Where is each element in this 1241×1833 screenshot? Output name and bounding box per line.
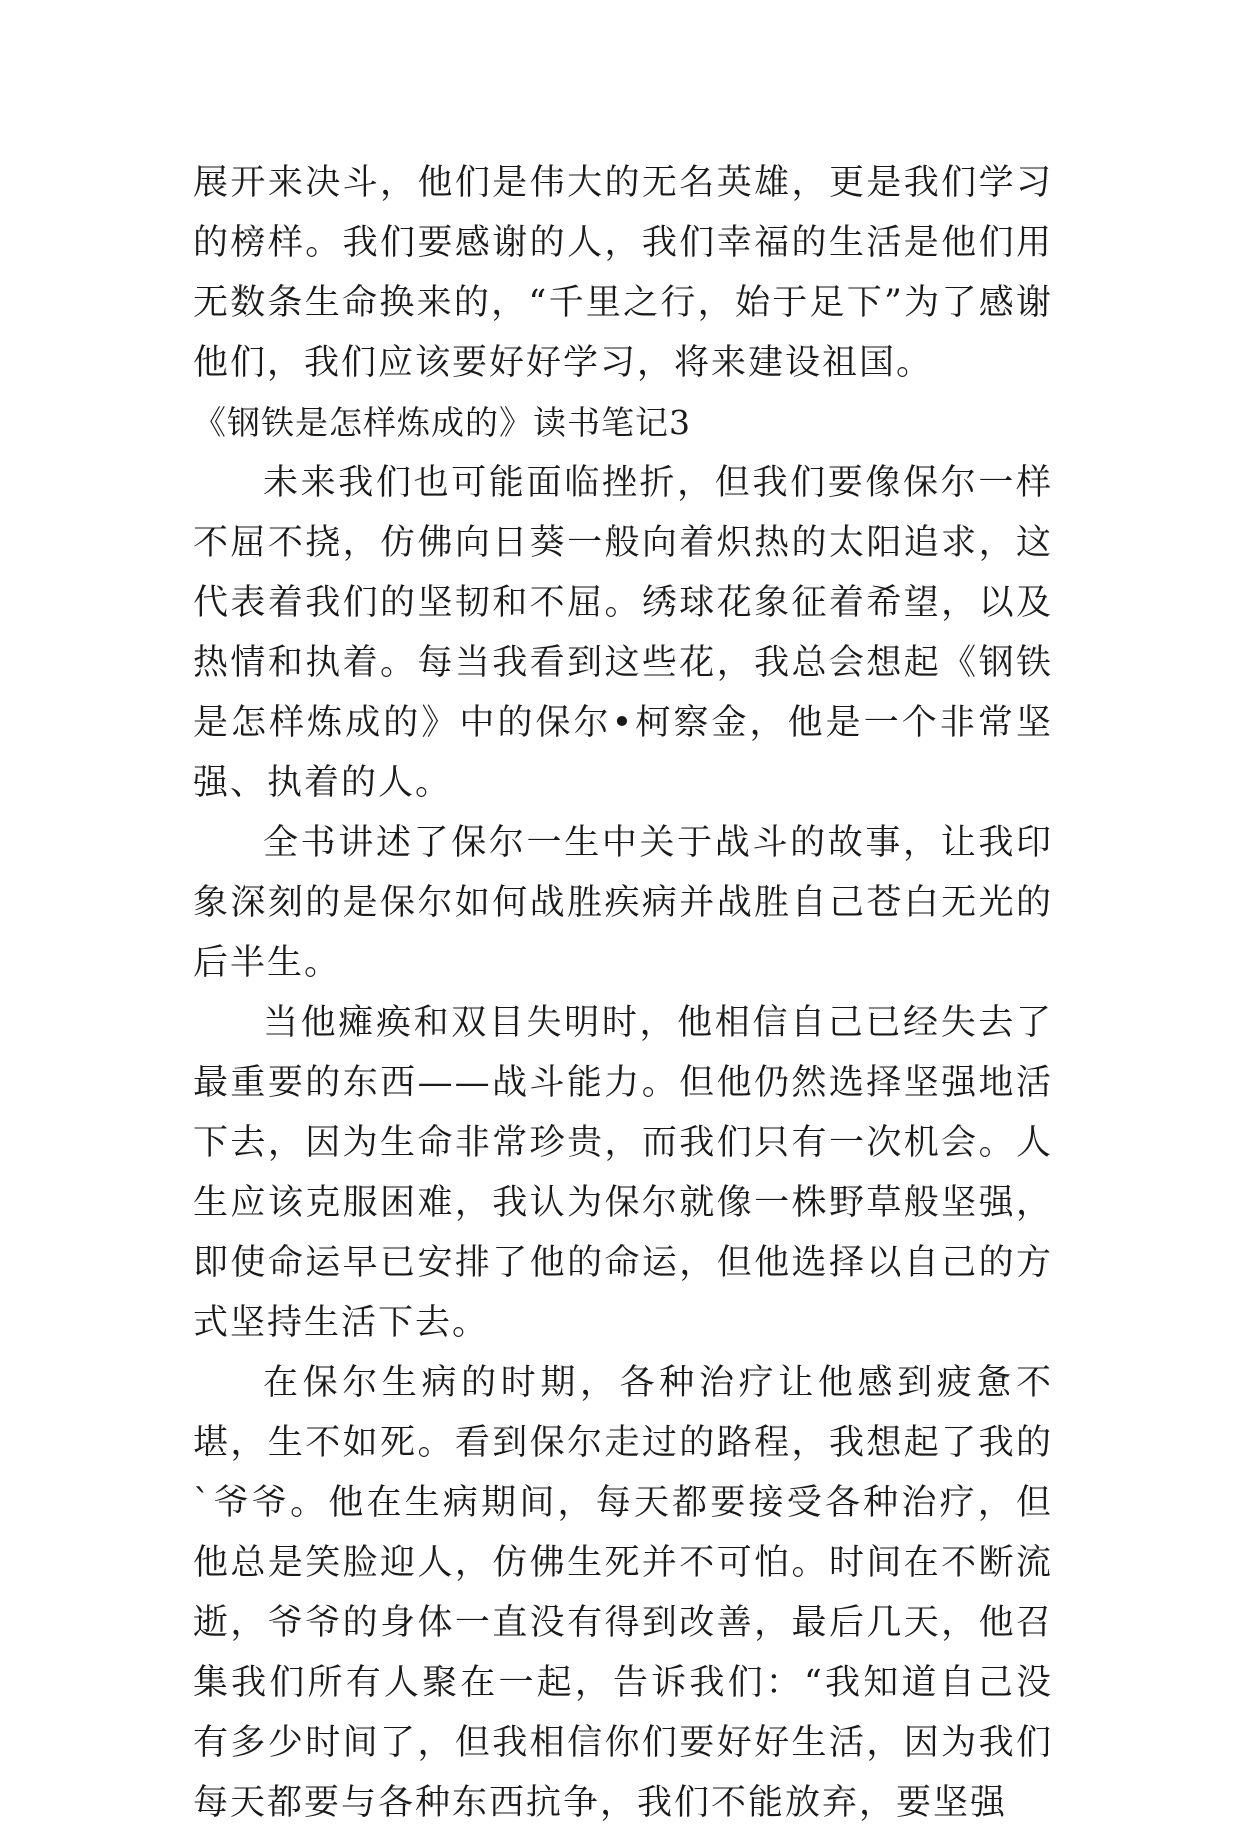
section-heading: 《钢铁是怎样炼成的》读书笔记3: [193, 403, 691, 442]
body-paragraph-3: 当他瘫痪和双目失明时，他相信自己已经失去了最重要的东西——战斗能力。但他仍然选择坚强地活下去，因为生命非常珍贵，而我们只有一次机会。人生应该克服困难，我认为保尔就像一株野草般坚强，即使命运早已安排了他的命运，但他选择以自己的方式坚持生活下去。: [193, 1003, 1053, 1343]
continuation-paragraph: 展开来决斗，他们是伟大的无名英雄，更是我们学习的榜样。我们要感谢的人，我们幸福的生活是他们用无数条生命换来的，“千里之行，始于足下”为了感谢他们，我们应该要好好学习，将来建设祖国。: [193, 163, 1053, 383]
body-paragraph-4: 在保尔生病的时期，各种治疗让他感到疲惫不堪，生不如死。看到保尔走过的路程，我想起了我的`爷爷。他在生病期间，每天都要接受各种治疗，但他总是笑脸迎人，仿佛生死并不可怕。时间在不断流逝，爷爷的身体一直没有得到改善，最后几天，他召集我们所有人聚在一起，告诉我们：“我知道自己没有多少时间了，但我相信你们要好好生活，因为我们每天都要与各种东西抗争，我们不能放弃，要坚强: [193, 1363, 1053, 1823]
body-paragraph-2: 全书讲述了保尔一生中关于战斗的故事，让我印象深刻的是保尔如何战胜疾病并战胜自己苍白无光的后半生。: [193, 823, 1053, 983]
document-page: [193, 153, 1053, 1833]
body-paragraph-1: 未来我们也可能面临挫折，但我们要像保尔一样不屈不挠，仿佛向日葵一般向着炽热的太阳追求，这代表着我们的坚韧和不屈。绣球花象征着希望，以及热情和执着。每当我看到这些花，我总会想起《钢铁是怎样炼成的》中的保尔•柯察金，他是一个非常坚强、执着的人。: [193, 463, 1053, 803]
